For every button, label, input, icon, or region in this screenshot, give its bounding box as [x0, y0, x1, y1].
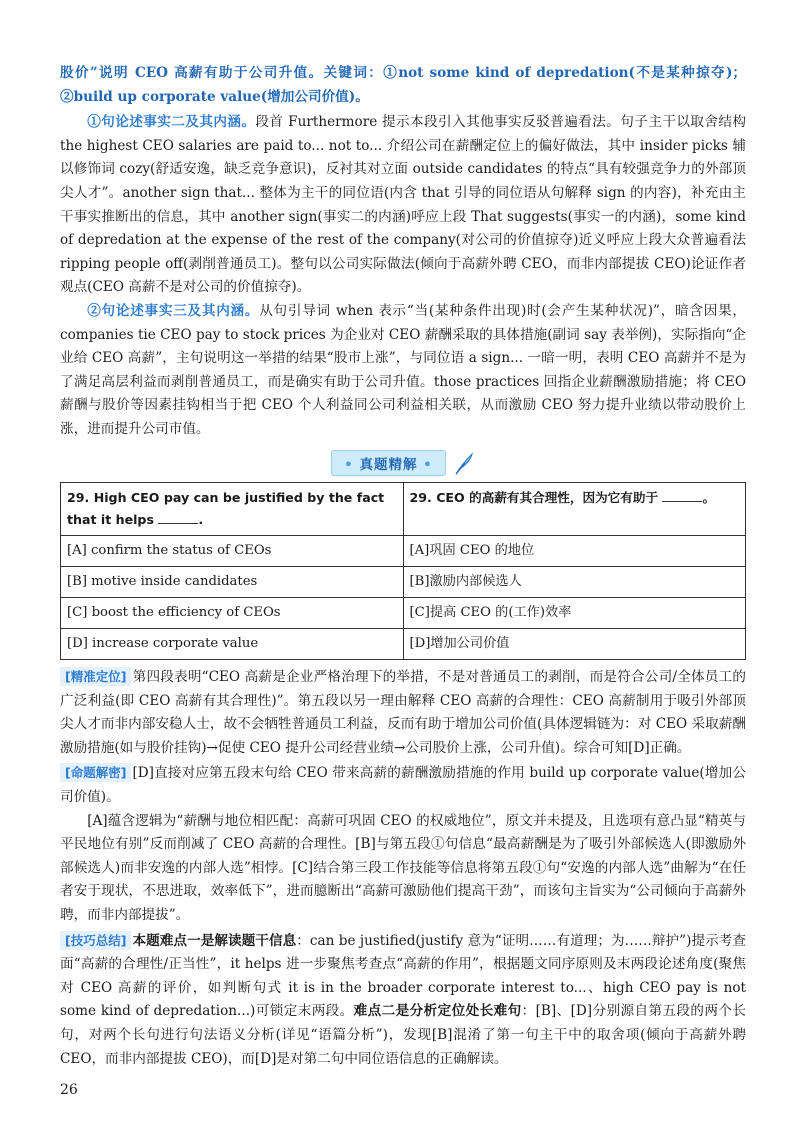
precise-paragraph	[60, 666, 746, 760]
precise-tag: [精准定位]	[60, 667, 131, 686]
section-banner	[331, 450, 446, 476]
option-row	[61, 598, 746, 629]
feather-pen-icon	[453, 452, 475, 476]
decode-paragraph	[60, 762, 746, 809]
option-a-en: [A] confirm the status of CEOs	[61, 536, 404, 567]
section1-text: 段首 Furthermore 提示本段引入其他事实反驳普遍看法。句子主干以取舍结构 the highest CEO salaries are paid to... not to... 介绍公司在薪酬定位上的偏好做法，其中 insider picks 辅以修饰词 cozy(舒适安逸，缺乏竞争意识)，反衬其对立面 outside candidates 的特点“具有较强竞争力的外部顶尖人才”。another sign that... 整体为主干的同位语(内含 that 引导的同位语从句解释 sign 的内容)，补充由主干事实推断出的信息，其中 another sign(事实二的内涵)呼应上段 That suggests(事实一的内涵)，some kind of depredation at the expense of the rest of the company(对公司的价值掠夺)近义呼应上段大众普遍看法 ripping people off(剥削普通员工)。整句以公司实际做法(倾向于高薪外聘 CEO，而非内部提拔 CEO)论证作者观点(CEO 高薪不是对公司的价值掠夺)。	[60, 114, 747, 296]
section2-heading: ②句论述事实三及其内涵。	[87, 302, 260, 319]
option-c-en: [C] boost the efficiency of CEOs	[61, 598, 404, 629]
answer-blank-en	[158, 511, 198, 524]
skills-paragraph	[60, 930, 746, 1072]
precise-text: 第四段表明“CEO 高薪是企业严格治理下的举措，不是对普通员工的剥削，而是符合公司/全体员工的广泛利益(即 CEO 高薪有其合理性)”。第五段以另一理由解释 CEO 高薪的合理性：CEO 高薪制用于吸引外部顶尖人才而非内部安稳人士，故不会牺牲普通员工利益，反而有助于增加公司价值(具体逻辑链为：对 CEO 采取薪酬激励措施(如与股价挂钩)→促使 CEO 提升公司经营业绩→公司股价上涨，公司升值)。综合可知[D]正确。	[60, 669, 746, 756]
option-d-cn: [D]增加公司价值	[403, 629, 746, 660]
section2-text: 从句引导词 when 表示“当(某种条件出现)时(会产生某种状况)”，暗含因果，companies tie CEO pay to stock prices 为企业对 CEO 薪酬采取的具体措施(副词 say 表举例)，实际指向“企业给 CEO 高薪”，主句说明这一举措的结果“股市上涨”，与同位语 a sign... 一暗一明，表明 CEO 高薪并不是为了满足高层利益而剥削普通员工，而是确实有助于公司升值。those practices 回指企业薪酬激励措施；将 CEO 薪酬与股价等因素挂钩相当于把 CEO 个人利益同公司利益相关联，从而激励 CEO 努力提升业绩以带动股价上涨，进而提升公司市值。	[60, 302, 746, 437]
section2-paragraph	[60, 300, 746, 442]
question-stem-en-text: 29. High CEO pay can be justified by the fact that it helps	[67, 490, 385, 527]
question-table	[60, 482, 746, 660]
question-stem-cn-end: 。	[702, 490, 716, 505]
decode-text: [D]直接对应第五段末句给 CEO 带来高薪的薪酬激励措施的作用 build up corporate value(增加公司价值)。	[60, 765, 746, 805]
question-stem-row	[61, 483, 746, 536]
decode-tag: [命题解密]	[60, 763, 131, 782]
option-b-cn: [B]激励内部候选人	[403, 567, 746, 598]
option-c-cn: [C]提高 CEO 的(工作)效率	[403, 598, 746, 629]
banner-dot-right: •	[423, 456, 433, 473]
option-d-en: [D] increase corporate value	[61, 629, 404, 660]
banner-label: 真题精解	[359, 456, 418, 473]
question-stem-cn	[403, 483, 746, 536]
skills-text-1: ：can be justified(justify 意为“证明……有道理；为……辩护”)提示考查面“高薪的合理性/正当性”，it helps 进一步聚焦考查点“高薪的作用”，根据题文同序原则及末两段论述角度(聚焦对 CEO 高薪的评价，如判断句式 it is in the broader corporate interest to...、high CEO pay is not some kind of depredation...)可锁定末两段。	[60, 932, 746, 1020]
question-stem-en-end: .	[198, 512, 204, 527]
question-stem-cn-text: 29. CEO 的高薪有其合理性，因为它有助于	[409, 490, 659, 505]
decode-paragraph-2: [A]蕴含逻辑为“薪酬与地位相匹配：高薪可巩固 CEO 的权威地位”，原文并未提及，且选项有意凸显“精英与平民地位有别”反而削减了 CEO 高薪的合理性。[B]与第五段①句信息“最高薪酬是为了吸引外部候选人(即激励外部候选人)而非安逸的内部人选”相悖。[C]结合第三段工作技能等信息将第五段①句“安逸的内部人选”曲解为“在任者安于现状，不思进取，效率低下”，进而臆断出“高薪可激励他们提高干劲”，而该句主旨实为“公司倾向于高薪外聘，而非内部提拔”。	[60, 812, 746, 923]
option-a-cn: [A]巩固 CEO 的地位	[403, 536, 746, 567]
option-row	[61, 536, 746, 567]
skills-text-2: ：[B]、[D]分别源自第五段的两个长句，对两个长句进行句法语义分析(详见“语篇分析”)，发现[B]混淆了第一句主干中的取舍项(倾向于高薪外聘 CEO，而非内部提拔 CEO)，而[D]是对第二句中同位语信息的正确解读。	[60, 1003, 746, 1067]
skills-tag: [技巧总结]	[60, 931, 131, 950]
banner-wrap	[60, 450, 746, 477]
skills-bold-1: 本题难点一是解读题干信息	[132, 932, 297, 949]
option-row	[61, 629, 746, 660]
intro-keywords: 股价”说明 CEO 高薪有助于公司升值。关键词：①not some kind of depredation(不是某种掠夺)；②build up corporate value(增加公司价值)。	[60, 65, 746, 105]
answer-blank-cn	[662, 489, 702, 502]
question-stem-en	[61, 483, 404, 536]
section1-paragraph	[60, 111, 746, 300]
section1-heading: ①句论述事实二及其内涵。	[87, 114, 256, 131]
option-row	[61, 567, 746, 598]
option-b-en: [B] motive inside candidates	[61, 567, 404, 598]
banner-dot-left: •	[344, 456, 354, 473]
page-number: 26	[60, 1082, 78, 1098]
skills-bold-2: 难点二是分析定位处长难句	[353, 1003, 522, 1020]
